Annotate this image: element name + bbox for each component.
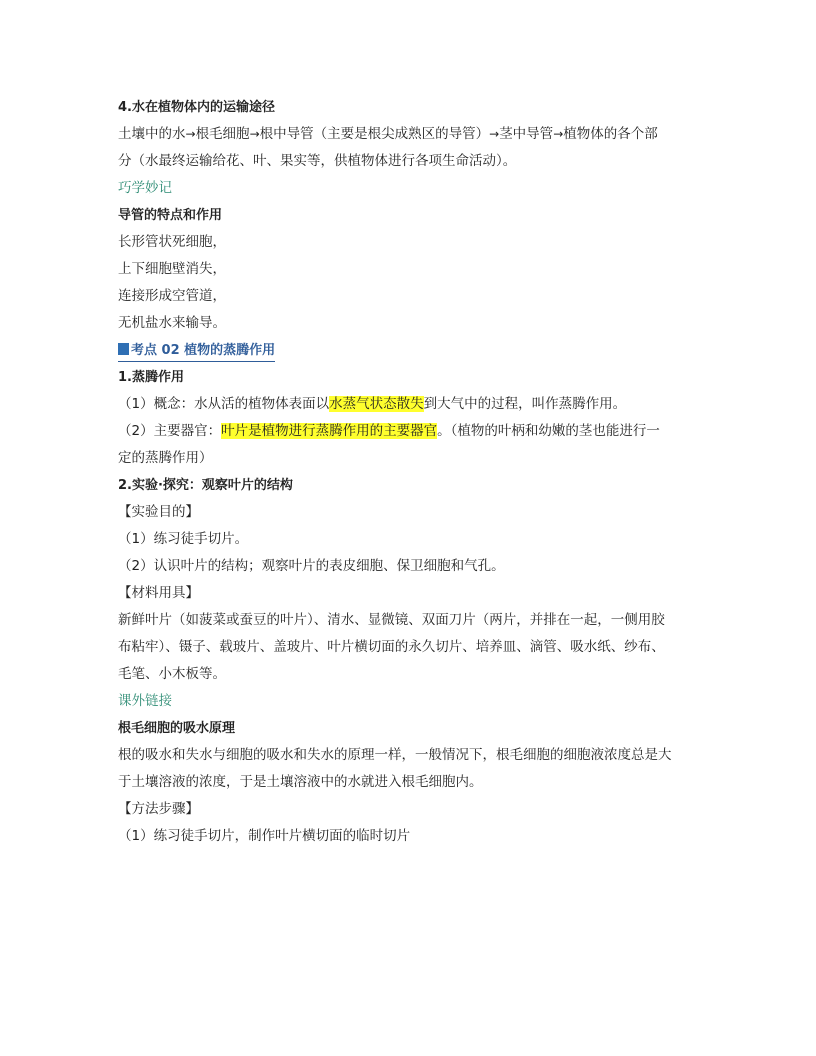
verse-line: 无机盐水来输导。 — [118, 315, 226, 331]
steps-item: （1）练习徒手切片，制作叶片横切面的临时切片 — [118, 828, 411, 844]
organ-line-continued: 定的蒸腾作用） — [118, 450, 213, 466]
organ-text: 。（植物的叶柄和幼嫩的茎也能进行一 — [437, 423, 660, 439]
heading-experiment: 2.实验·探究：观察叶片的结构 — [118, 478, 293, 493]
concept-line — [118, 391, 698, 418]
purpose-title: 【实验目的】 — [118, 504, 199, 520]
verse-line: 连接形成空管道， — [118, 288, 226, 304]
arrow-icon: → — [553, 127, 564, 141]
highlight: 叶片是植物进行蒸腾作用的主要器官 — [221, 423, 438, 439]
materials-text: 布粘牢）、镊子、载玻片、盖玻片、叶片横切面的永久切片、培养皿、滴管、吸水纸、纱布、 — [118, 639, 665, 655]
arrow-icon: → — [249, 127, 260, 141]
route-step: 茎中导管 — [499, 126, 554, 142]
highlight: 水蒸气状态散失 — [329, 396, 424, 412]
transport-route-continued: 分（水最终运输给花、叶、果实等，供植物体进行各项生命活动）。 — [118, 153, 517, 169]
arrow-icon: → — [489, 127, 500, 141]
materials-text: 毛笔、小木板等。 — [118, 666, 226, 682]
section-marker-icon — [118, 343, 129, 355]
materials-title: 【材料用具】 — [118, 585, 199, 601]
arrow-icon: → — [185, 127, 196, 141]
tip-label: 巧学妙记 — [118, 180, 172, 196]
route-step: 根毛细胞 — [195, 126, 250, 142]
concept-text: 到大气中的过程，叫作蒸腾作用。 — [423, 396, 627, 412]
section-heading-line — [118, 337, 698, 364]
organ-line — [118, 418, 698, 445]
link-text: 根的吸水和失水与细胞的吸水和失水的原理一样，一般情况下，根毛细胞的细胞液浓度总是大 — [118, 747, 672, 763]
concept-text: （1）概念：水从活的植物体表面以 — [118, 396, 330, 412]
organ-text: （2）主要器官： — [118, 423, 222, 439]
heading-water-transport: 4.水在植物体内的运输途径 — [118, 100, 275, 115]
document-body — [118, 94, 698, 850]
verse-line: 长形管状死细胞， — [118, 234, 226, 250]
transport-route-line — [118, 121, 698, 148]
tip-title: 导管的特点和作用 — [118, 208, 223, 223]
route-step: 根中导管（主要是根尖成熟区的导管） — [259, 126, 490, 142]
purpose-item: （1）练习徒手切片。 — [118, 531, 249, 547]
route-step: 植物体的各个部 — [563, 126, 658, 142]
heading-transpiration: 1.蒸腾作用 — [118, 370, 184, 385]
link-text: 于土壤溶液的浓度，于是土壤溶液中的水就进入根毛细胞内。 — [118, 774, 483, 790]
link-label: 课外链接 — [118, 693, 172, 709]
materials-text: 新鲜叶片（如菠菜或蚕豆的叶片）、清水、显微镜、双面刀片（两片，并排在一起，一侧用胶 — [118, 612, 665, 628]
verse-line: 上下细胞壁消失， — [118, 261, 226, 277]
steps-title: 【方法步骤】 — [118, 801, 199, 817]
purpose-item: （2）认识叶片的结构；观察叶片的表皮细胞、保卫细胞和气孔。 — [118, 558, 505, 574]
section-heading-text: 考点 02 植物的蒸腾作用 — [131, 343, 276, 358]
link-title: 根毛细胞的吸水原理 — [118, 721, 236, 736]
route-step: 土壤中的水 — [118, 126, 186, 142]
section-heading — [118, 341, 275, 362]
